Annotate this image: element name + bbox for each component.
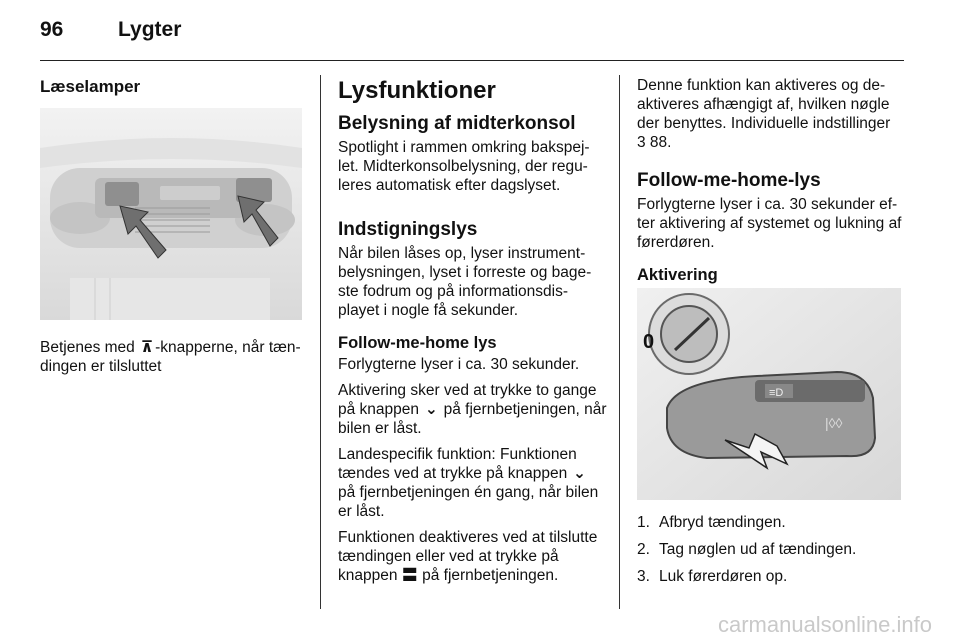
reading-lamp-icon: ⊼ xyxy=(140,339,154,356)
text-follow-me-home-country: Landespecifik funktion: Funktionen tændes ved at trykke på knappen ⌄ på fjernbetjeningen én gang, når bilen er låst. xyxy=(338,446,599,520)
page-number: 96 xyxy=(40,18,64,41)
heading-entry-lighting: Indstigningslys xyxy=(338,219,478,240)
heading-follow-me-home-lights: Follow-me-home-lys xyxy=(637,170,821,191)
left-caption-block xyxy=(40,338,310,383)
text-follow-me-home-duration: Forlygterne lyser i ca. 30 sekunder. xyxy=(338,356,580,373)
heading-activation: Aktivering xyxy=(637,266,718,284)
lock-button-icon: ⌄ xyxy=(424,401,438,418)
site-watermark: carmanualsonline.info xyxy=(717,612,932,637)
column-divider-1 xyxy=(320,75,321,609)
ignition-position-label: 0 xyxy=(643,331,655,353)
svg-text:≡D: ≡D xyxy=(769,387,784,399)
text-follow-me-home-lights: Forlygterne lyser i ca. 30 sekunder ef-ter aktivering af systemet og lukning af førerdøren. xyxy=(637,196,902,251)
heading-follow-me-home: Follow-me-home lys xyxy=(338,334,497,352)
text-follow-me-home-activation: Aktivering sker ved at trykke to gange på knappen ⌄ på fjernbetjeningen, når bilen er låst. xyxy=(338,382,607,437)
list-item: 1. Afbryd tændingen. xyxy=(637,514,786,531)
lock-button-icon: ⌄ xyxy=(573,465,587,482)
heading-center-console-lighting: Belysning af midterkonsol xyxy=(338,113,576,134)
text-follow-me-home-deactivation: Funktionen deaktiveres ved at tilslutte tændingen eller ved at trykke på knappen 〓 på fjernbetjeningen. xyxy=(338,529,598,584)
section-heading-reading-lamps: Læselamper xyxy=(40,77,141,96)
header-rule xyxy=(40,60,904,61)
activation-steps xyxy=(637,513,905,594)
activation-step-list xyxy=(637,513,905,586)
reading-lamp-caption: Betjenes med ⊼ -knapperne, når tæn-dingen er tilsluttet xyxy=(40,339,301,375)
list-item: 2. Tag nøglen ud af tændingen. xyxy=(637,541,857,558)
reading-lamp-illustration xyxy=(40,108,302,320)
middle-column xyxy=(338,76,608,592)
left-column xyxy=(40,77,302,96)
right-column xyxy=(637,76,905,287)
chapter-heading-light-functions: Lysfunktioner xyxy=(338,77,496,104)
page-ref-arrow-icon: 3 xyxy=(637,134,646,151)
column-divider-2 xyxy=(619,75,620,609)
text-center-console-lighting: Spotlight i rammen omkring bakspej-let. Midterkonsolbelysning, der regu-leres automatisk efter dagslyset. xyxy=(338,139,590,194)
list-item: 3. Luk førerdøren op. xyxy=(637,568,788,585)
reading-lamp-drawing xyxy=(40,108,302,320)
ignition-stalk-illustration xyxy=(637,288,901,500)
unlock-button-icon: 〓 xyxy=(402,567,418,584)
ignition-stalk-drawing xyxy=(637,288,901,500)
svg-text:|◊◊: |◊◊ xyxy=(825,415,843,431)
text-key-dependent: Denne funktion kan aktiveres og de-aktiveres afhængigt af, hvilken nøgle der benyttes. Individuelle indstillinger 3 88. xyxy=(637,77,891,151)
page-title: Lygter xyxy=(118,18,182,41)
text-entry-lighting: Når bilen låses op, lyser instrument-belysningen, lyset i forreste og bage-ste fodrum og på informationsdis-playet i nogle få sekunder. xyxy=(338,245,592,319)
